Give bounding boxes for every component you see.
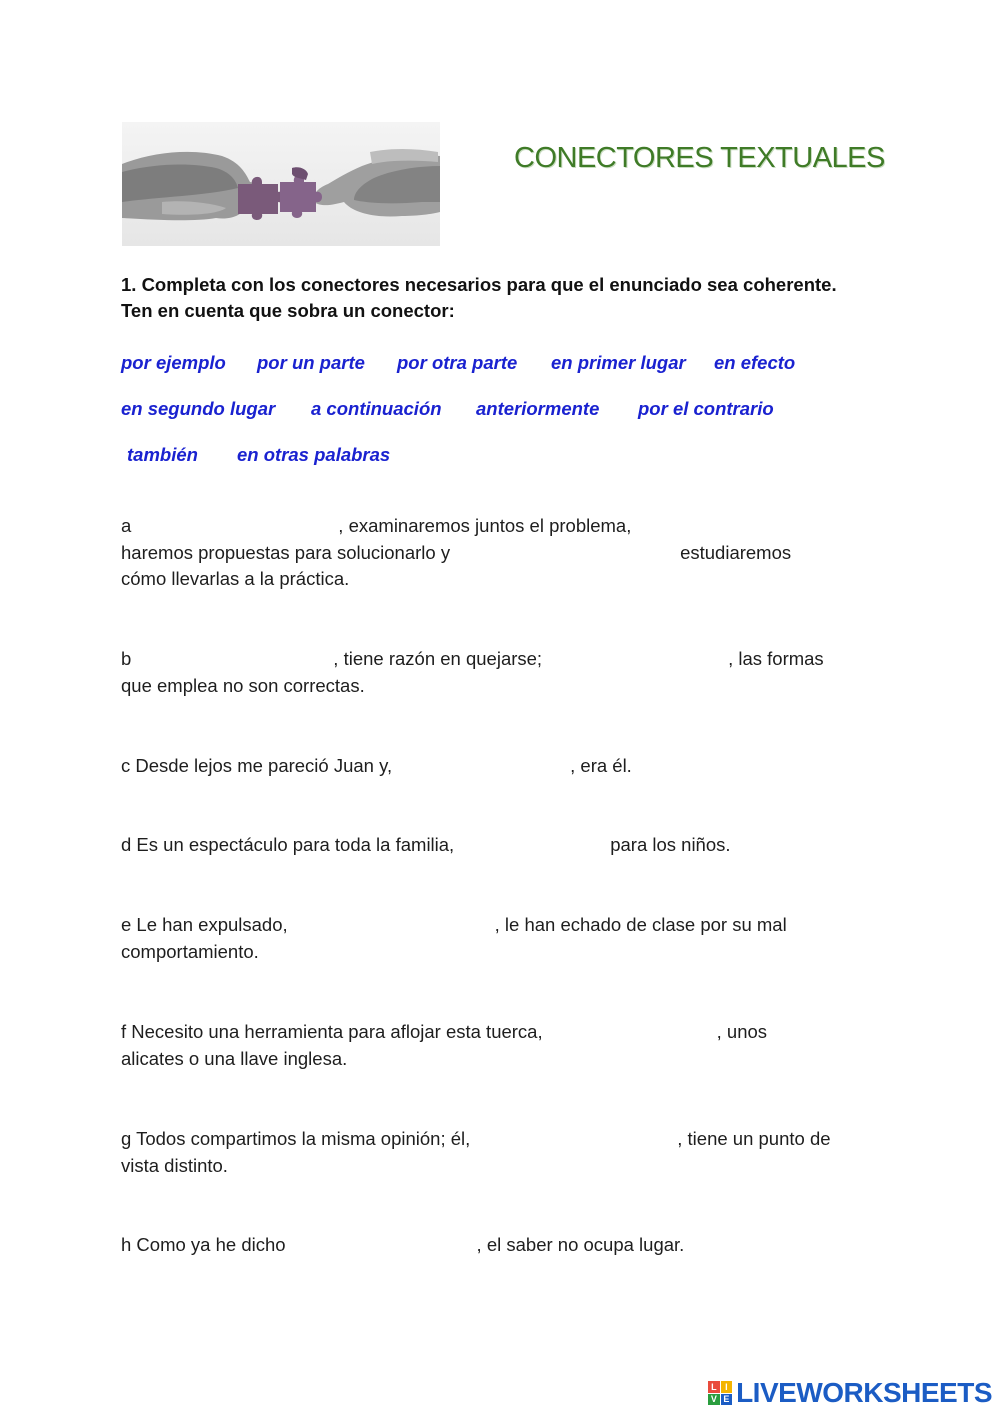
question-h	[121, 1232, 891, 1259]
hands-puzzle-image	[122, 122, 440, 246]
question-c	[121, 753, 891, 780]
question-e	[121, 912, 891, 965]
question-letter: a	[121, 515, 132, 536]
hands-puzzle-icon	[122, 122, 440, 246]
question-text: para los niños.	[610, 834, 731, 855]
question-b	[121, 646, 891, 699]
logo-letter: V	[708, 1394, 720, 1406]
connector-chip: a continuación	[311, 398, 442, 419]
question-text: , el saber no ocupa lugar.	[476, 1234, 685, 1255]
connector-chip: por otra parte	[397, 352, 518, 373]
question-g	[121, 1126, 891, 1179]
question-text: d Es un espectáculo para toda la familia,	[121, 834, 455, 855]
question-text: , examinaremos juntos el problema,	[338, 515, 632, 536]
connector-chip: anteriormente	[476, 398, 600, 419]
question-text: que emplea no son correctas.	[121, 674, 365, 696]
question-d	[121, 832, 891, 859]
question-text: , tiene razón en quejarse;	[333, 648, 543, 669]
connector-chip: en efecto	[714, 352, 796, 373]
connector-chip: en primer lugar	[551, 352, 686, 373]
brand-name: LIVEWORKSHEETS	[736, 1377, 992, 1408]
question-text: g Todos compartimos la misma opinión; él,	[121, 1128, 471, 1149]
question-text: vista distinto.	[121, 1154, 228, 1176]
question-text: e Le han expulsado,	[121, 914, 288, 935]
question-text: , unos	[716, 1021, 768, 1042]
connector-chip: en otras palabras	[237, 444, 391, 465]
page-title: CONECTORES TEXTUALES	[514, 142, 885, 174]
question-text: , le han echado de clase por su mal	[494, 914, 787, 935]
question-text: , tiene un punto de	[677, 1128, 831, 1149]
question-text: estudiaremos	[680, 541, 792, 563]
connector-chip: por un parte	[257, 352, 365, 373]
question-text: f Necesito una herramienta para aflojar esta tuerca,	[121, 1021, 543, 1042]
question-text: cómo llevarlas a la práctica.	[121, 568, 350, 589]
question-text: h Como ya he dicho	[121, 1234, 286, 1255]
connector-chip: también	[127, 444, 198, 465]
connector-chip: por el contrario	[638, 398, 774, 419]
question-a	[121, 513, 891, 593]
liveworksheets-brand[interactable]	[708, 1377, 992, 1409]
liveworksheets-logo-icon	[708, 1381, 732, 1405]
question-f	[121, 1019, 891, 1072]
question-text: c Desde lejos me pareció Juan y,	[121, 755, 393, 776]
question-letter: b	[121, 648, 132, 669]
question-text: haremos propuestas para solucionarlo y	[121, 541, 451, 563]
logo-letter: I	[721, 1381, 733, 1393]
connector-chip: en segundo lugar	[121, 398, 276, 419]
question-text: , las formas	[728, 648, 824, 669]
instructions: 1. Completa con los conectores necesarios para que el enunciado sea coherente. Ten en cuenta que sobra un conector:	[121, 274, 837, 321]
logo-letter: L	[708, 1381, 720, 1393]
logo-letter: E	[721, 1394, 733, 1406]
question-text: , era él.	[570, 755, 632, 776]
connector-chip: por ejemplo	[121, 352, 226, 373]
question-text: alicates o una llave inglesa.	[121, 1047, 348, 1069]
question-text: comportamiento.	[121, 940, 259, 962]
